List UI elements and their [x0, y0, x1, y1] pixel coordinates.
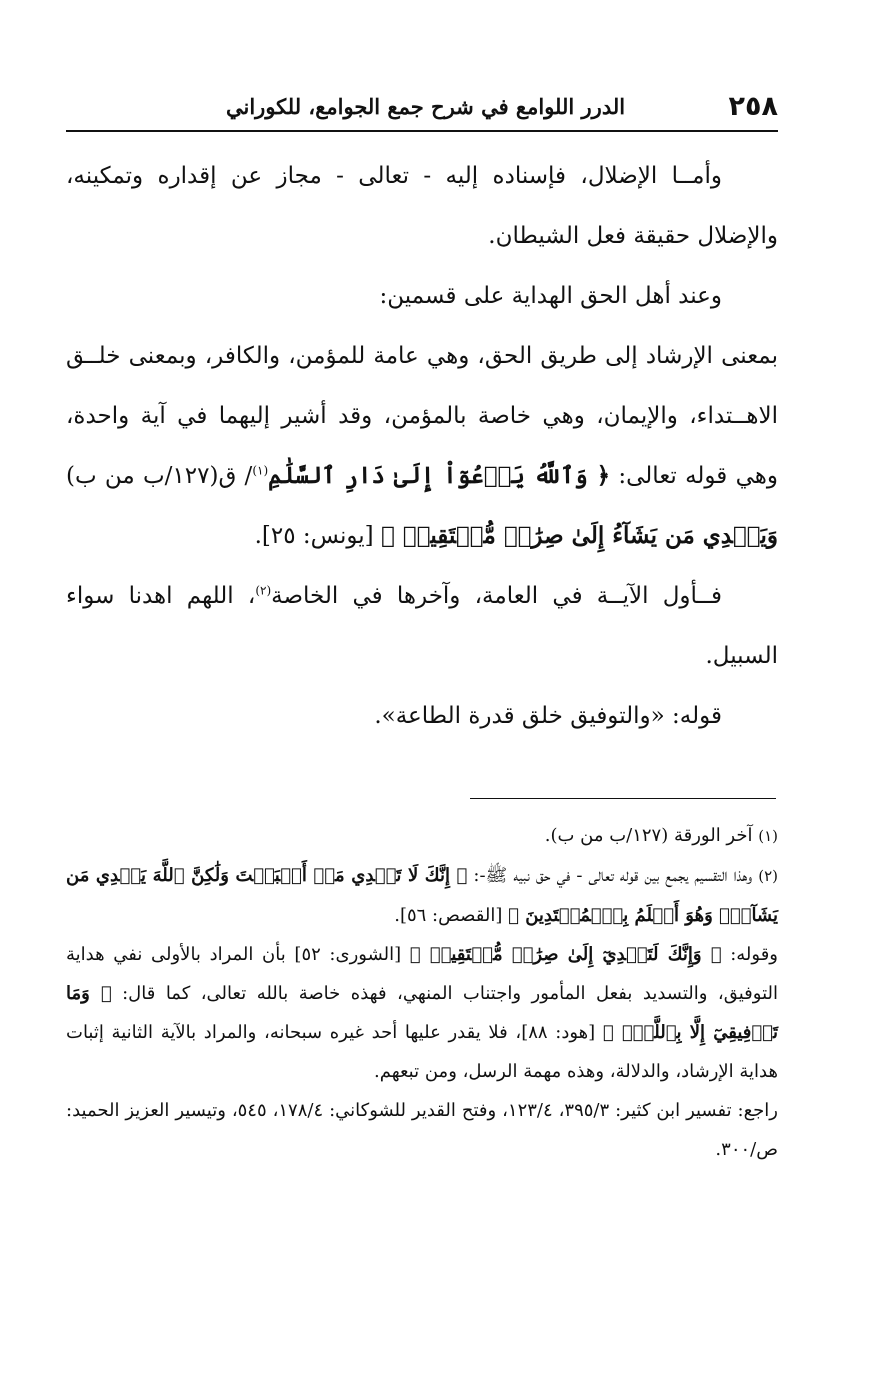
footnote-1: [66, 816, 778, 856]
footnote-2: [66, 856, 778, 935]
paragraph-2: وعند أهل الحق الهداية على قسمين:: [379, 283, 722, 309]
footnote-2-quran-3: ﴿ وَمَا تَوۡفِيقِيٓ إِلَّا بِٱللَّهِۚ ﴾: [66, 983, 778, 1043]
footnote-ref-1: (١): [252, 463, 269, 478]
paragraph-4-text-b: ، اللهم اهدنا سواء السبيل.: [66, 583, 778, 669]
footnote-2-text-a: وهذا التقسيم يجمع بين قوله تعالى - في حق نبيه ﷺ-:: [467, 865, 759, 886]
footnote-2-text-b: [القصص: ٥٦].: [394, 905, 509, 926]
footnote-2-quran-1: ﴿ إِنَّكَ لَا تَهۡدِي مَنۡ أَحۡبَبۡتَ وَلَٰكِنَّ ٱللَّهَ يَهۡدِي مَن يَشَآءُۚ وَهُوَ أَعۡلَمُ بِٱلۡمُهۡتَدِينَ ﴾: [66, 865, 778, 926]
footnote-2-text-c: وقوله:: [721, 944, 778, 965]
footnote-1-number: (١): [758, 827, 778, 845]
paragraph-3-text-c: [يونس: ٢٥].: [254, 523, 381, 549]
header-rule: [66, 130, 778, 132]
footnote-2-continued: [66, 935, 778, 1091]
paragraph-4-text-a: فــأول الآيــة في العامة، وآخرها في الخاصة: [271, 583, 722, 609]
footnotes: [66, 816, 778, 1169]
page-header: [66, 86, 778, 126]
running-title: الدرر اللوامع في شرح جمع الجوامع، للكوراني: [226, 93, 626, 119]
main-text: [66, 146, 778, 746]
footnote-2-references: راجع: تفسير ابن كثير: ٣٩٥/٣، ١٢٣/٤، وفتح القدير للشوكاني: ١٧٨/٤، ٥٤٥، وتيسير العزيز الحميد: ص/٣٠٠.: [66, 1100, 778, 1160]
paragraph-1: وأمــا الإضلال، فإسناده إليه - تعالى - مجاز عن إقداره وتمكينه، والإضلال حقيقة فعل الشيطان.: [66, 163, 778, 249]
paragraph-3-text-a: بمعنى الإرشاد إلى طريق الحق، وهي عامة للمؤمن، والكافر، وبمعنى خلــق الاهــتداء، والإيمان، وهي خاصة بالمؤمن، وقد أشير إليهما في آية واحدة، وهي قوله تعالى:: [66, 343, 778, 489]
footnote-2-quran-2: ﴿ وَإِنَّكَ لَتَهۡدِيٓ إِلَىٰ صِرَٰطٖ مُّسۡتَقِيمٖ ﴾: [409, 944, 722, 965]
page-number: ٢٥٨: [728, 90, 778, 122]
paragraph-4: [66, 566, 778, 686]
footnote-rule: [470, 798, 776, 799]
footnote-ref-2: (٢): [255, 583, 272, 598]
footnote-2-number: (٢): [758, 867, 778, 885]
quran-verse-2: وَيَهۡدِي مَن يَشَآءُ إِلَىٰ صِرَٰطٖ مُّسۡتَقِيمٖ ﴾: [380, 522, 778, 549]
footnote-1-text: آخر الورقة (١٢٧/ب من ب).: [544, 825, 759, 846]
footnote-2-text-e: [هود: ٨٨]، فلا يقدر عليها أحد غيره سبحانه، والمراد بالآية الثانية إثبات هداية الإرشاد، والدلالة، وهذه مهمة الرسل، ومن تبعهم.: [66, 1022, 778, 1082]
paragraph-3: [66, 326, 778, 566]
footnote-2-text-d: [الشورى: ٥٢] بأن المراد بالأولى نفي هداية التوفيق، والتسديد بفعل المأمور واجتناب المنهي، فهذه خاصة بالله تعالى، كما قال:: [66, 944, 778, 1004]
paragraph-3-text-b: / ق(١٢٧/ب من ب): [66, 463, 253, 489]
paragraph-5: قوله: «والتوفيق خلق قدرة الطاعة».: [374, 703, 722, 729]
quran-verse-1: ﴿ وَٱللَّهُ يَدۡعُوٓاْ إِلَىٰ دَارِ ٱلسَّلَٰمِ: [268, 462, 611, 489]
